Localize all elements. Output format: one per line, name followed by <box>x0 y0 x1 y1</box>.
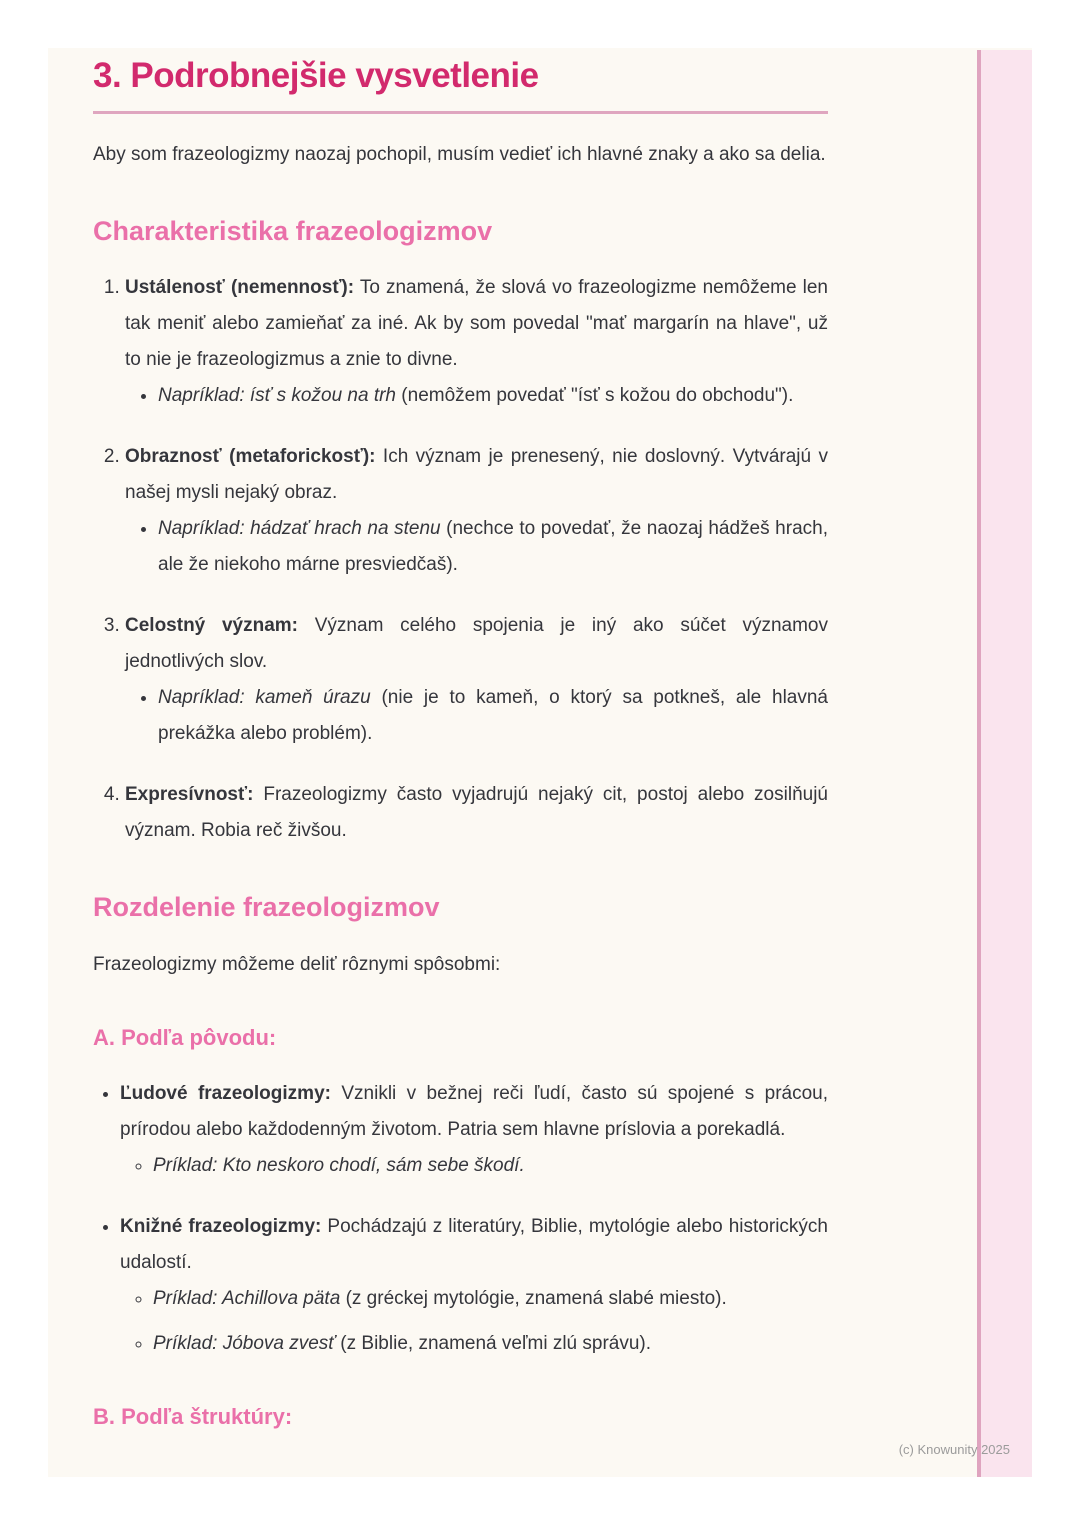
example-idiom: Napríklad: kameň úrazu <box>158 686 371 708</box>
example-note: (nemôžem povedať "ísť s kožou do obchodu"). <box>396 384 794 406</box>
copyright-footer: (c) Knowunity 2025 <box>898 1442 1010 1457</box>
item-text: Význam celého spojenia je iný ako súčet významov jednotlivých slov. <box>125 614 829 672</box>
document-content <box>93 56 828 1431</box>
example-list <box>120 1148 828 1184</box>
item-term: Celostný význam: <box>125 614 299 636</box>
example-item <box>153 1281 828 1317</box>
item-term: Knižné frazeologizmy: <box>120 1216 322 1238</box>
subheading-origin: A. Podľa pôvodu: <box>93 1025 277 1051</box>
example-note: (z Biblie, znamená veľmi zlú správu). <box>335 1333 652 1355</box>
characteristics-list <box>93 270 828 849</box>
example-idiom: Napríklad: hádzať hrach na stenu <box>158 517 441 539</box>
section-heading-division: Rozdelenie frazeologizmov <box>93 891 440 922</box>
example-item <box>158 680 828 752</box>
item-term: Ľudové frazeologizmy: <box>120 1083 331 1105</box>
list-item <box>125 439 828 583</box>
example-item <box>158 511 828 583</box>
example-idiom: Príklad: Achillova päta <box>153 1288 341 1310</box>
intro-paragraph: Aby som frazeologizmy naozaj pochopil, musím vedieť ich hlavné znaky a ako sa delia. <box>93 144 826 166</box>
title-underline <box>93 111 828 114</box>
example-list <box>120 1281 828 1362</box>
item-term: Obraznosť (metaforickosť): <box>125 445 376 467</box>
item-text: To znamená, že slová vo frazeologizme nemôžeme len tak meniť alebo zamieňať za iné. Ak by som povedal "mať margarín na hlave", už to nie je frazeologizmus a znie to divne. <box>125 276 828 370</box>
example-note: (z gréckej mytológie, znamená slabé miesto). <box>340 1288 727 1310</box>
list-item <box>120 1209 828 1362</box>
example-list <box>125 378 828 414</box>
example-idiom: Príklad: Kto neskoro chodí, sám sebe škodí. <box>153 1155 525 1177</box>
example-idiom: Príklad: Jóbova zvesť <box>153 1333 336 1355</box>
example-idiom: Napríklad: ísť s kožou na trh <box>158 384 397 406</box>
page-title: 3. Podrobnejšie vysvetlenie <box>93 56 539 95</box>
example-item <box>158 378 828 414</box>
example-list <box>125 511 828 583</box>
item-term: Expresívnosť: <box>125 783 254 805</box>
section-heading-characteristics: Charakteristika frazeologizmov <box>93 216 493 247</box>
example-item <box>153 1326 828 1362</box>
document-sheet <box>48 48 1032 1477</box>
item-text: Pochádzajú z literatúry, Biblie, mytológie alebo historických udalostí. <box>120 1216 828 1274</box>
example-note: (nechce to povedať, že naozaj hádžeš hrach, ale že niekoho márne presviedčaš). <box>158 517 828 575</box>
origin-list <box>93 1076 828 1362</box>
item-text: Ich význam je prenesený, nie doslovný. Vytvárajú v našej mysli nejaký obraz. <box>125 445 829 503</box>
list-item <box>125 777 828 849</box>
example-note: (nie je to kameň, o ktorý sa potkneš, ale hlavná prekážka alebo problém). <box>158 686 828 744</box>
division-intro: Frazeologizmy môžeme deliť rôznymi spôsobmi: <box>93 954 501 976</box>
example-item <box>153 1148 828 1184</box>
item-text: Vznikli v bežnej reči ľudí, často sú spojené s prácou, prírodou alebo každodenným životom. Patria sem hlavne príslovia a porekadlá. <box>120 1083 828 1141</box>
list-item <box>120 1076 828 1184</box>
subheading-structure: B. Podľa štruktúry: <box>93 1404 293 1430</box>
list-item <box>125 608 828 752</box>
list-item <box>125 270 828 414</box>
item-term: Ustálenosť (nemennosť): <box>125 276 355 298</box>
item-text: Frazeologizmy často vyjadrujú nejaký cit, postoj alebo zosilňujú význam. Robia reč živšou. <box>125 783 828 841</box>
accent-sidebar <box>977 50 1032 1477</box>
example-list <box>125 680 828 752</box>
